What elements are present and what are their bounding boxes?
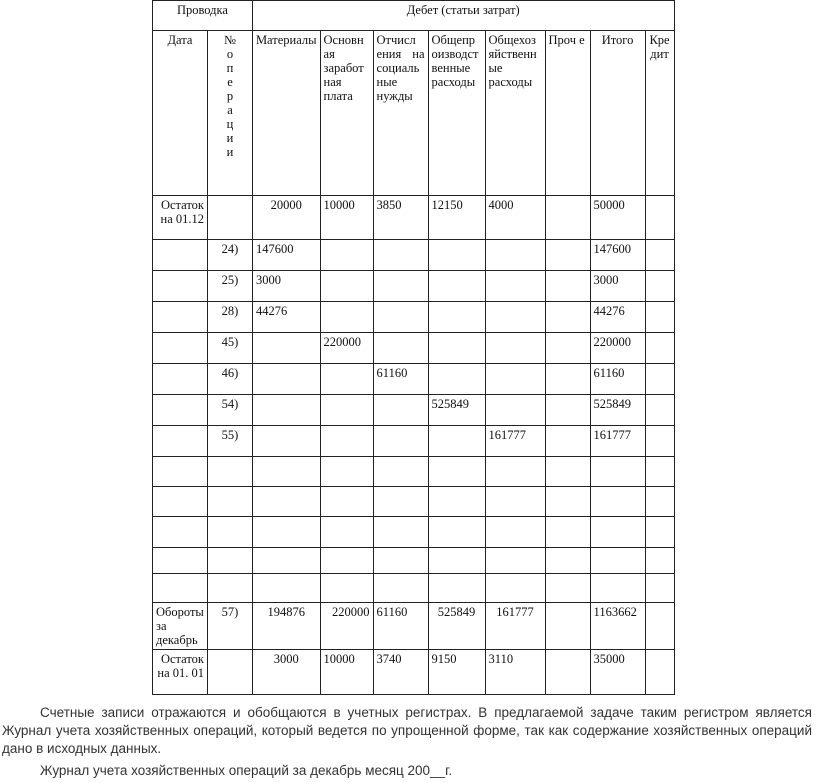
row-date (153, 302, 208, 333)
row-materials (252, 395, 320, 426)
col-other: Проч е (545, 31, 590, 196)
row-date (153, 240, 208, 271)
opening-general-prod: 12150 (428, 196, 485, 240)
row-salary (320, 364, 373, 395)
row-salary (320, 395, 373, 426)
cell (320, 574, 373, 603)
cell (645, 517, 674, 548)
row-other (545, 426, 590, 457)
row-salary (320, 271, 373, 302)
row-general-bus (485, 271, 545, 302)
row-date (153, 271, 208, 302)
cell (373, 457, 428, 487)
opening-salary: 10000 (320, 196, 373, 240)
turnover-materials: 194876 (252, 603, 320, 650)
opening-other (545, 196, 590, 240)
row-total: 61160 (590, 364, 645, 395)
turnover-row (153, 603, 675, 650)
cell (645, 457, 674, 487)
row-salary (320, 240, 373, 271)
cell (485, 457, 545, 487)
turnover-general-prod: 525849 (428, 603, 485, 650)
turnover-salary: 220000 (320, 603, 373, 650)
cell (153, 487, 208, 517)
cell (485, 548, 545, 574)
empty-row (153, 548, 675, 574)
cell (545, 487, 590, 517)
cell (645, 574, 674, 603)
row-total: 44276 (590, 302, 645, 333)
cell (590, 517, 645, 548)
empty-row (153, 457, 675, 487)
table-row (153, 302, 675, 333)
row-general-bus (485, 302, 545, 333)
row-general-prod (428, 364, 485, 395)
closing-op (208, 650, 253, 695)
row-credit (645, 333, 674, 364)
cell (153, 457, 208, 487)
cell (545, 517, 590, 548)
col-credit: Кре дит (645, 31, 674, 196)
cell (373, 574, 428, 603)
row-general-bus (485, 364, 545, 395)
ledger-table (152, 0, 675, 695)
cell (545, 574, 590, 603)
row-general-bus: 161777 (485, 426, 545, 457)
table-row (153, 240, 675, 271)
row-general-prod (428, 302, 485, 333)
cell (208, 487, 253, 517)
cell (153, 517, 208, 548)
closing-label: Остаток на 01. 01 (153, 650, 208, 695)
col-total: Итого (590, 31, 645, 196)
cell (153, 548, 208, 574)
header-provodka: Проводка (153, 1, 253, 31)
row-credit (645, 426, 674, 457)
row-social (373, 271, 428, 302)
row-total: 220000 (590, 333, 645, 364)
cell (208, 517, 253, 548)
cell (373, 517, 428, 548)
cell (428, 487, 485, 517)
row-op: 54) (208, 395, 253, 426)
row-other (545, 333, 590, 364)
cell (428, 548, 485, 574)
turnover-general-bus: 161777 (485, 603, 545, 650)
row-date (153, 364, 208, 395)
cell (208, 548, 253, 574)
header-row-columns (153, 31, 675, 196)
row-general-bus (485, 240, 545, 271)
row-salary: 220000 (320, 333, 373, 364)
row-op: 25) (208, 271, 253, 302)
cell (252, 487, 320, 517)
row-general-bus (485, 395, 545, 426)
row-date (153, 395, 208, 426)
cell (428, 457, 485, 487)
cell (373, 487, 428, 517)
row-date (153, 426, 208, 457)
row-other (545, 364, 590, 395)
turnover-other (545, 603, 590, 650)
cell (485, 574, 545, 603)
table-row (153, 426, 675, 457)
row-general-prod (428, 426, 485, 457)
cell (485, 487, 545, 517)
closing-general-bus: 3110 (485, 650, 545, 695)
opening-social: 3850 (373, 196, 428, 240)
row-salary (320, 426, 373, 457)
row-other (545, 271, 590, 302)
row-op: 28) (208, 302, 253, 333)
row-total: 161777 (590, 426, 645, 457)
col-social: Отчисл ения на социаль ные нужды (373, 31, 428, 196)
opening-balance-row (153, 196, 675, 240)
cell (153, 574, 208, 603)
closing-social: 3740 (373, 650, 428, 695)
cell (320, 517, 373, 548)
opening-general-bus: 4000 (485, 196, 545, 240)
cell (590, 574, 645, 603)
cell (485, 517, 545, 548)
row-credit (645, 395, 674, 426)
row-credit (645, 240, 674, 271)
row-social (373, 333, 428, 364)
opening-credit (645, 196, 674, 240)
col-op-no: № о п е р а ц и и (208, 31, 253, 196)
header-debet: Дебет (статьи затрат) (252, 1, 674, 31)
row-total: 525849 (590, 395, 645, 426)
cell (252, 548, 320, 574)
cell (545, 548, 590, 574)
row-salary (320, 302, 373, 333)
row-credit (645, 364, 674, 395)
cell (252, 574, 320, 603)
cell (590, 487, 645, 517)
row-social (373, 302, 428, 333)
row-materials: 3000 (252, 271, 320, 302)
opening-op (208, 196, 253, 240)
turnover-social: 61160 (373, 603, 428, 650)
table-row (153, 271, 675, 302)
turnover-total: 1163662 (590, 603, 645, 650)
row-general-prod (428, 240, 485, 271)
row-op: 46) (208, 364, 253, 395)
cell (590, 548, 645, 574)
cell (545, 457, 590, 487)
cell (428, 517, 485, 548)
cell (645, 487, 674, 517)
cell (208, 574, 253, 603)
row-social: 61160 (373, 364, 428, 395)
cell (428, 574, 485, 603)
opening-total: 50000 (590, 196, 645, 240)
row-general-prod: 525849 (428, 395, 485, 426)
header-row-top (153, 1, 675, 31)
closing-salary: 10000 (320, 650, 373, 695)
closing-credit (645, 650, 674, 695)
row-total: 3000 (590, 271, 645, 302)
col-general-prod: Общепр оизводст венные расходы (428, 31, 485, 196)
row-materials (252, 426, 320, 457)
row-other (545, 302, 590, 333)
cell (252, 517, 320, 548)
row-materials: 147600 (252, 240, 320, 271)
closing-materials: 3000 (252, 650, 320, 695)
row-materials (252, 364, 320, 395)
turnover-label: Обороты за декабрь (153, 603, 208, 650)
empty-row (153, 574, 675, 603)
row-materials: 44276 (252, 302, 320, 333)
closing-other (545, 650, 590, 695)
col-general-bus: Общехоз яйственн ые расходы (485, 31, 545, 196)
row-other (545, 240, 590, 271)
row-op: 24) (208, 240, 253, 271)
closing-general-prod: 9150 (428, 650, 485, 695)
cell (373, 548, 428, 574)
row-credit (645, 271, 674, 302)
cell (320, 487, 373, 517)
closing-balance-row (153, 650, 675, 695)
table-row (153, 364, 675, 395)
cell (645, 548, 674, 574)
row-general-prod (428, 271, 485, 302)
cell (252, 457, 320, 487)
opening-label: Остаток на 01.12 (153, 196, 208, 240)
table-row (153, 333, 675, 364)
opening-materials: 20000 (252, 196, 320, 240)
row-other (545, 395, 590, 426)
turnover-op: 57) (208, 603, 253, 650)
cell (320, 457, 373, 487)
empty-row (153, 517, 675, 548)
row-general-prod (428, 333, 485, 364)
row-social (373, 240, 428, 271)
row-op: 55) (208, 426, 253, 457)
row-op: 45) (208, 333, 253, 364)
row-social (373, 395, 428, 426)
cell (590, 457, 645, 487)
row-general-bus (485, 333, 545, 364)
col-date: Дата (153, 31, 208, 196)
row-date (153, 333, 208, 364)
closing-total: 35000 (590, 650, 645, 695)
cell (320, 548, 373, 574)
empty-row (153, 487, 675, 517)
row-social (373, 426, 428, 457)
col-materials: Материалы (252, 31, 320, 196)
table-row (153, 395, 675, 426)
turnover-credit (645, 603, 674, 650)
row-total: 147600 (590, 240, 645, 271)
row-credit (645, 302, 674, 333)
row-materials (252, 333, 320, 364)
paragraph-journal-title: Журнал учета хозяйственных операций за декабрь месяц 200__г. (40, 763, 453, 778)
cell (208, 457, 253, 487)
paragraph-registers: Счетные записи отражаются и обобщаются в учетных регистрах. В предлагаемой задаче таким регистром является Журнал учета хозяйственных операций, который ведется по упрощенной форме, так как содержание хозяйственных операций дано в исходных данных. (2, 705, 812, 756)
col-salary: Основн ая заработ ная плата (320, 31, 373, 196)
